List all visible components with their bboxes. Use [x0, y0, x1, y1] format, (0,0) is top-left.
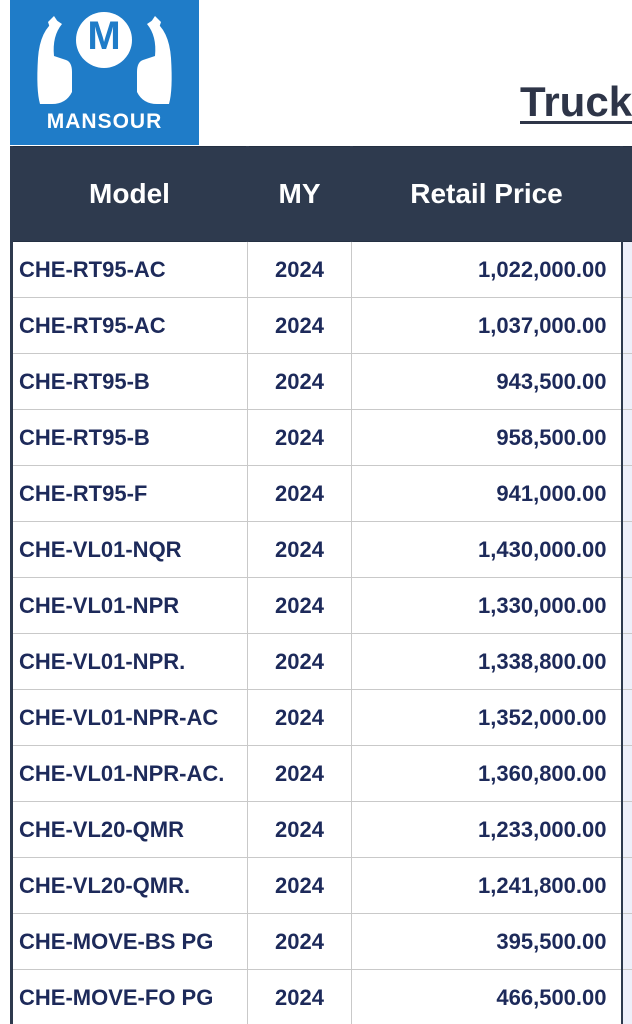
table-row	[12, 466, 632, 522]
cell-retail-price: 943,500.00	[352, 354, 622, 410]
cell-cut-off	[622, 578, 632, 634]
cell-model: CHE-VL01-NQR	[12, 522, 248, 578]
cell-model: CHE-VL01-NPR.	[12, 634, 248, 690]
cell-cut-off	[622, 242, 632, 298]
cell-cut-off	[622, 466, 632, 522]
cell-retail-price: 1,241,800.00	[352, 858, 622, 914]
table-row	[12, 802, 632, 858]
cell-my: 2024	[248, 298, 352, 354]
cell-my: 2024	[248, 354, 352, 410]
cell-my: 2024	[248, 690, 352, 746]
cell-retail-price: 1,430,000.00	[352, 522, 622, 578]
cell-retail-price: 958,500.00	[352, 410, 622, 466]
cell-retail-price: 1,338,800.00	[352, 634, 622, 690]
cell-model: CHE-RT95-F	[12, 466, 248, 522]
cell-my: 2024	[248, 858, 352, 914]
cell-model: CHE-RT95-AC	[12, 242, 248, 298]
cell-cut-off	[622, 914, 632, 970]
cell-retail-price: 395,500.00	[352, 914, 622, 970]
cell-my: 2024	[248, 522, 352, 578]
cell-cut-off	[622, 298, 632, 354]
table-row	[12, 298, 632, 354]
table-row	[12, 242, 632, 298]
cell-model: CHE-RT95-B	[12, 354, 248, 410]
header-my: MY	[248, 147, 352, 242]
cell-model: CHE-MOVE-FO PG	[12, 970, 248, 1024]
cell-model: CHE-RT95-B	[12, 410, 248, 466]
cell-model: CHE-VL01-NPR-AC.	[12, 746, 248, 802]
cell-my: 2024	[248, 970, 352, 1024]
cell-retail-price: 1,022,000.00	[352, 242, 622, 298]
cell-retail-price: 1,330,000.00	[352, 578, 622, 634]
table-header-row	[12, 147, 632, 242]
table-row	[12, 970, 632, 1024]
cell-retail-price: 1,352,000.00	[352, 690, 622, 746]
cell-my: 2024	[248, 802, 352, 858]
cell-model: CHE-RT95-AC	[12, 298, 248, 354]
cell-retail-price: 1,233,000.00	[352, 802, 622, 858]
header-cut-off	[622, 147, 632, 242]
table-row	[12, 858, 632, 914]
cell-cut-off	[622, 522, 632, 578]
cell-retail-price: 941,000.00	[352, 466, 622, 522]
logo-letter: M	[87, 14, 121, 58]
cell-my: 2024	[248, 914, 352, 970]
cell-cut-off	[622, 690, 632, 746]
cell-model: CHE-VL20-QMR.	[12, 858, 248, 914]
cell-my: 2024	[248, 466, 352, 522]
mansour-logo	[10, 0, 199, 145]
cell-my: 2024	[248, 242, 352, 298]
cell-cut-off	[622, 970, 632, 1024]
cell-cut-off	[622, 634, 632, 690]
table-row	[12, 746, 632, 802]
cell-retail-price: 1,360,800.00	[352, 746, 622, 802]
cell-retail-price: 1,037,000.00	[352, 298, 622, 354]
cell-cut-off	[622, 858, 632, 914]
table-row	[12, 690, 632, 746]
cell-model: CHE-VL20-QMR	[12, 802, 248, 858]
table-row	[12, 522, 632, 578]
table-row	[12, 354, 632, 410]
cell-my: 2024	[248, 578, 352, 634]
cell-retail-price: 466,500.00	[352, 970, 622, 1024]
cell-model: CHE-VL01-NPR	[12, 578, 248, 634]
cell-model: CHE-VL01-NPR-AC	[12, 690, 248, 746]
table-row	[12, 410, 632, 466]
page-title: Truck	[520, 78, 632, 125]
cell-my: 2024	[248, 634, 352, 690]
price-table	[10, 146, 632, 1024]
logo-wordmark: MANSOUR	[46, 110, 163, 133]
cell-cut-off	[622, 410, 632, 466]
table-row	[12, 578, 632, 634]
cell-cut-off	[622, 354, 632, 410]
cell-my: 2024	[248, 746, 352, 802]
header-retail-price: Retail Price	[352, 147, 622, 242]
cell-cut-off	[622, 802, 632, 858]
cell-model: CHE-MOVE-BS PG	[12, 914, 248, 970]
cell-my: 2024	[248, 410, 352, 466]
header-model: Model	[12, 147, 248, 242]
table-row	[12, 914, 632, 970]
cell-cut-off	[622, 746, 632, 802]
table-row	[12, 634, 632, 690]
